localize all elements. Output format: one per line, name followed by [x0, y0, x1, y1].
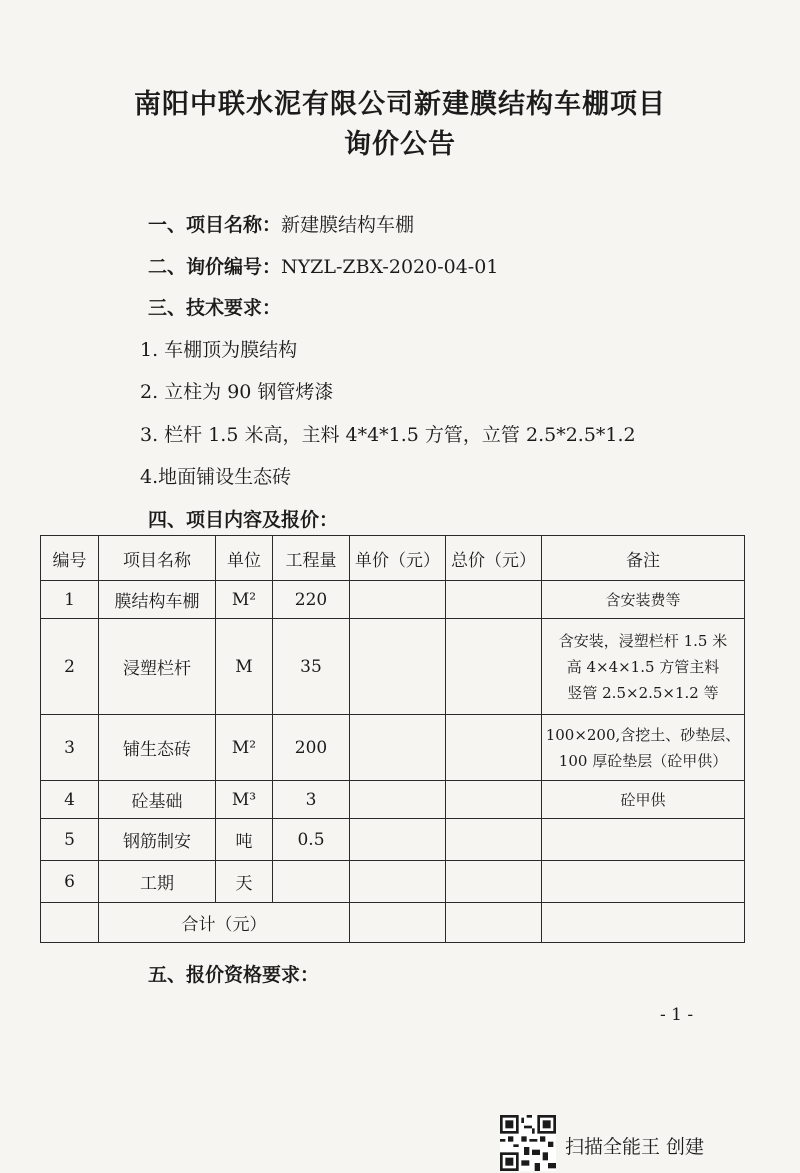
- note-line: 含安装，浸塑栏杆 1.5 米: [558, 631, 728, 650]
- cell-name: 钢筋制安: [99, 819, 216, 861]
- cell-price: [350, 861, 446, 903]
- project-name-value: 新建膜结构车棚: [281, 214, 415, 236]
- table-row: [41, 781, 745, 819]
- header-cell: 工程量: [273, 536, 350, 581]
- note-line: 100 厚砼垫层（砼甲供）: [558, 751, 728, 770]
- cell-qty: 220: [273, 581, 350, 619]
- header-cell: 编号: [41, 536, 99, 581]
- cell-note: 砼甲供: [542, 781, 745, 819]
- cell-price: [350, 581, 446, 619]
- cell-total: [446, 619, 542, 715]
- cell-qty: 3: [273, 781, 350, 819]
- cell-name: 砼基础: [99, 781, 216, 819]
- cell-qty: 0.5: [273, 819, 350, 861]
- table-header-row: [41, 536, 745, 581]
- section-label: 一、项目名称：: [148, 214, 282, 236]
- cell-note: [542, 715, 745, 781]
- header-cell: 单位: [216, 536, 273, 581]
- cell-no: 2: [41, 619, 99, 715]
- cell-price: [350, 781, 446, 819]
- quote-table: [40, 535, 745, 943]
- section-tech-requirements: 三、技术要求：: [148, 297, 282, 319]
- cell-no: 4: [41, 781, 99, 819]
- cell-unit: M³: [216, 781, 273, 819]
- cell-unit: M²: [216, 581, 273, 619]
- header-cell: 总价（元）: [446, 536, 542, 581]
- cell-price: [350, 715, 446, 781]
- table-row: [41, 619, 745, 715]
- header-cell: 备注: [542, 536, 745, 581]
- note-line: 100×200,含挖土、砂垫层、: [545, 725, 741, 744]
- cell-name: 浸塑栏杆: [99, 619, 216, 715]
- table-row: [41, 581, 745, 619]
- section-inquiry-number: [148, 252, 498, 279]
- cell-note: [542, 819, 745, 861]
- document-title-line1: 南阳中联水泥有限公司新建膜结构车棚项目: [134, 89, 666, 120]
- section-project-content: 四、项目内容及报价：: [148, 509, 339, 531]
- cell-no: 1: [41, 581, 99, 619]
- cell-unit: 吨: [216, 819, 273, 861]
- total-label: 合计（元）: [99, 903, 350, 943]
- cell-total: [446, 781, 542, 819]
- cell-no: 6: [41, 861, 99, 903]
- section-project-name: [148, 210, 414, 237]
- cell-note: 含安装费等: [542, 581, 745, 619]
- cell-empty: [446, 903, 542, 943]
- requirement-item: 4.地面铺设生态砖: [140, 466, 292, 488]
- table-total-row: [41, 903, 745, 943]
- cell-empty: [350, 903, 446, 943]
- note-line: 竖管 2.5×2.5×1.2 等: [567, 683, 719, 702]
- table-row: [41, 861, 745, 903]
- cell-no: 5: [41, 819, 99, 861]
- header-cell: 单价（元）: [350, 536, 446, 581]
- cell-total: [446, 861, 542, 903]
- cell-name: 膜结构车棚: [99, 581, 216, 619]
- inquiry-number-value: NYZL-ZBX-2020-04-01: [281, 256, 499, 278]
- table-row: [41, 715, 745, 781]
- cell-total: [446, 715, 542, 781]
- cell-total: [446, 581, 542, 619]
- cell-note: [542, 861, 745, 903]
- cell-empty: [542, 903, 745, 943]
- qr-code-icon: [500, 1115, 556, 1171]
- note-line: 高 4×4×1.5 方管主料: [566, 657, 720, 676]
- cell-price: [350, 619, 446, 715]
- section-label: 二、询价编号：: [148, 256, 282, 278]
- section-qualification: 五、报价资格要求：: [148, 964, 320, 986]
- cell-note: [542, 619, 745, 715]
- cell-unit: M: [216, 619, 273, 715]
- cell-no: 3: [41, 715, 99, 781]
- page-number: - 1 -: [660, 1005, 694, 1025]
- requirement-item: 2. 立柱为 90 钢管烤漆: [140, 381, 334, 403]
- cell-unit: 天: [216, 861, 273, 903]
- cell-qty: [273, 861, 350, 903]
- cell-unit: M²: [216, 715, 273, 781]
- requirement-item: 1. 车棚顶为膜结构: [140, 339, 298, 361]
- cell-name: 工期: [99, 861, 216, 903]
- cell-total: [446, 819, 542, 861]
- header-cell: 项目名称: [99, 536, 216, 581]
- cell-empty: [41, 903, 99, 943]
- cell-qty: 200: [273, 715, 350, 781]
- cell-name: 铺生态砖: [99, 715, 216, 781]
- cell-qty: 35: [273, 619, 350, 715]
- document-title-line2: 询价公告: [344, 129, 456, 160]
- table-row: [41, 819, 745, 861]
- scanner-watermark: 扫描全能王 创建: [565, 1136, 705, 1158]
- cell-price: [350, 819, 446, 861]
- requirement-item: 3. 栏杆 1.5 米高，主料 4*4*1.5 方管，立管 2.5*2.5*1.2: [140, 424, 636, 446]
